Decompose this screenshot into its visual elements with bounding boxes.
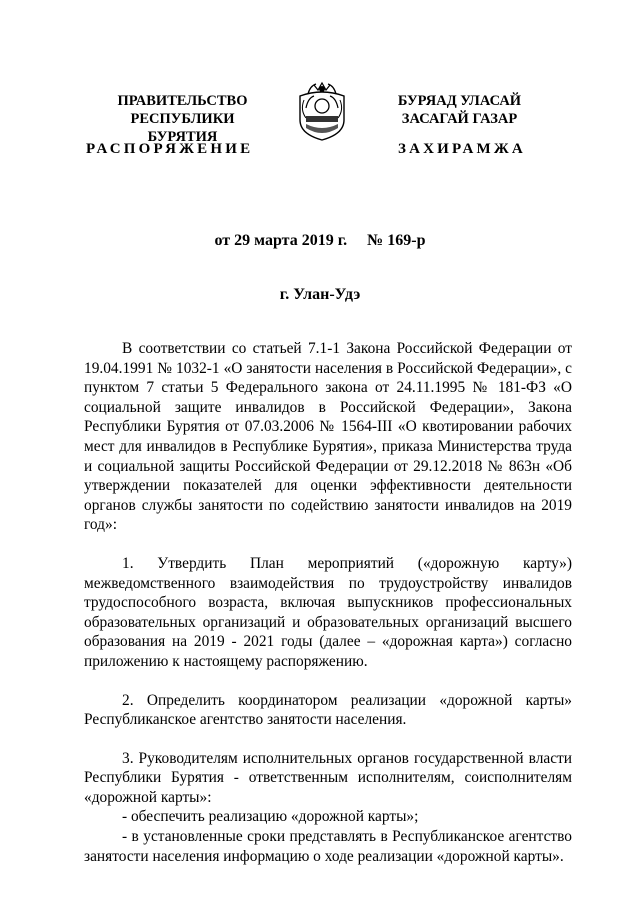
- item-1: 1. Утвердить План мероприятий («дорожную карту») межведомственного взаимодействия по трудоустройству инвалидов трудоспособного возраста, включая выпускников профессиональных образовательных организаций и образовательных организаций высшего образования на 2019 - 2021 годы (далее – «дорожная карта») согласно приложению к настоящему распоряжению.: [84, 554, 572, 670]
- issuer-russian: [95, 92, 270, 146]
- document-kind-buryat: ЗАХИРАМЖА: [398, 141, 526, 157]
- coat-of-arms-icon: [296, 80, 348, 142]
- document-kind-russian: РАСПОРЯЖЕНИЕ: [86, 141, 254, 157]
- item-2: 2. Определить координатором реализации «дорожной карты» Республиканское агентство занятости населения.: [84, 691, 572, 729]
- issuer-buryat-line2: ЗАСАГАЙ ГАЗАР: [401, 111, 518, 127]
- item-3-subitem-b: - в установленные сроки представлять в Республиканское агентство занятости населения информацию о ходе реализации «дорожной карты».: [84, 828, 572, 865]
- item-3: 3. Руководителям исполнительных органов государственной власти Республики Бурятия - ответственным исполнителям, соисполнителям «дорожной карты»:: [84, 749, 572, 806]
- order-city: г. Улан-Удэ: [279, 286, 361, 303]
- item-3-subitem-a: - обеспечить реализацию «дорожной карты»;: [122, 808, 419, 826]
- document-body: [84, 339, 572, 866]
- issuer-russian-line2: РЕСПУБЛИКИ БУРЯТИЯ: [130, 111, 235, 145]
- issuer-russian-line1: ПРАВИТЕЛЬСТВО: [117, 93, 248, 109]
- preamble: В соответствии со статьей 7.1-1 Закона Российской Федерации от 19.04.1991 № 1032-1 «О занятости населения в Российской Федерации», с пунктом 7 статьи 5 Федерального закона от 24.11.1995 № 181-ФЗ «О социальной защите инвалидов в Российской Федерации», Закона Республики Бурятия от 07.03.2006 № 1564-III «О квотировании рабочих мест для инвалидов в Республике Бурятия», приказа Министерства труда и социальной защиты Российской Федерации от 29.12.2018 № 863н «Об утверждении показателей для оценки эффективности деятельности органов службы занятости по содействию занятости инвалидов на 2019 год»:: [84, 340, 572, 534]
- issuer-buryat-line1: БУРЯАД УЛАСАЙ: [397, 93, 522, 109]
- issuer-buryat: [372, 92, 547, 128]
- order-date-number: от 29 марта 2019 г. № 169-р: [214, 232, 426, 249]
